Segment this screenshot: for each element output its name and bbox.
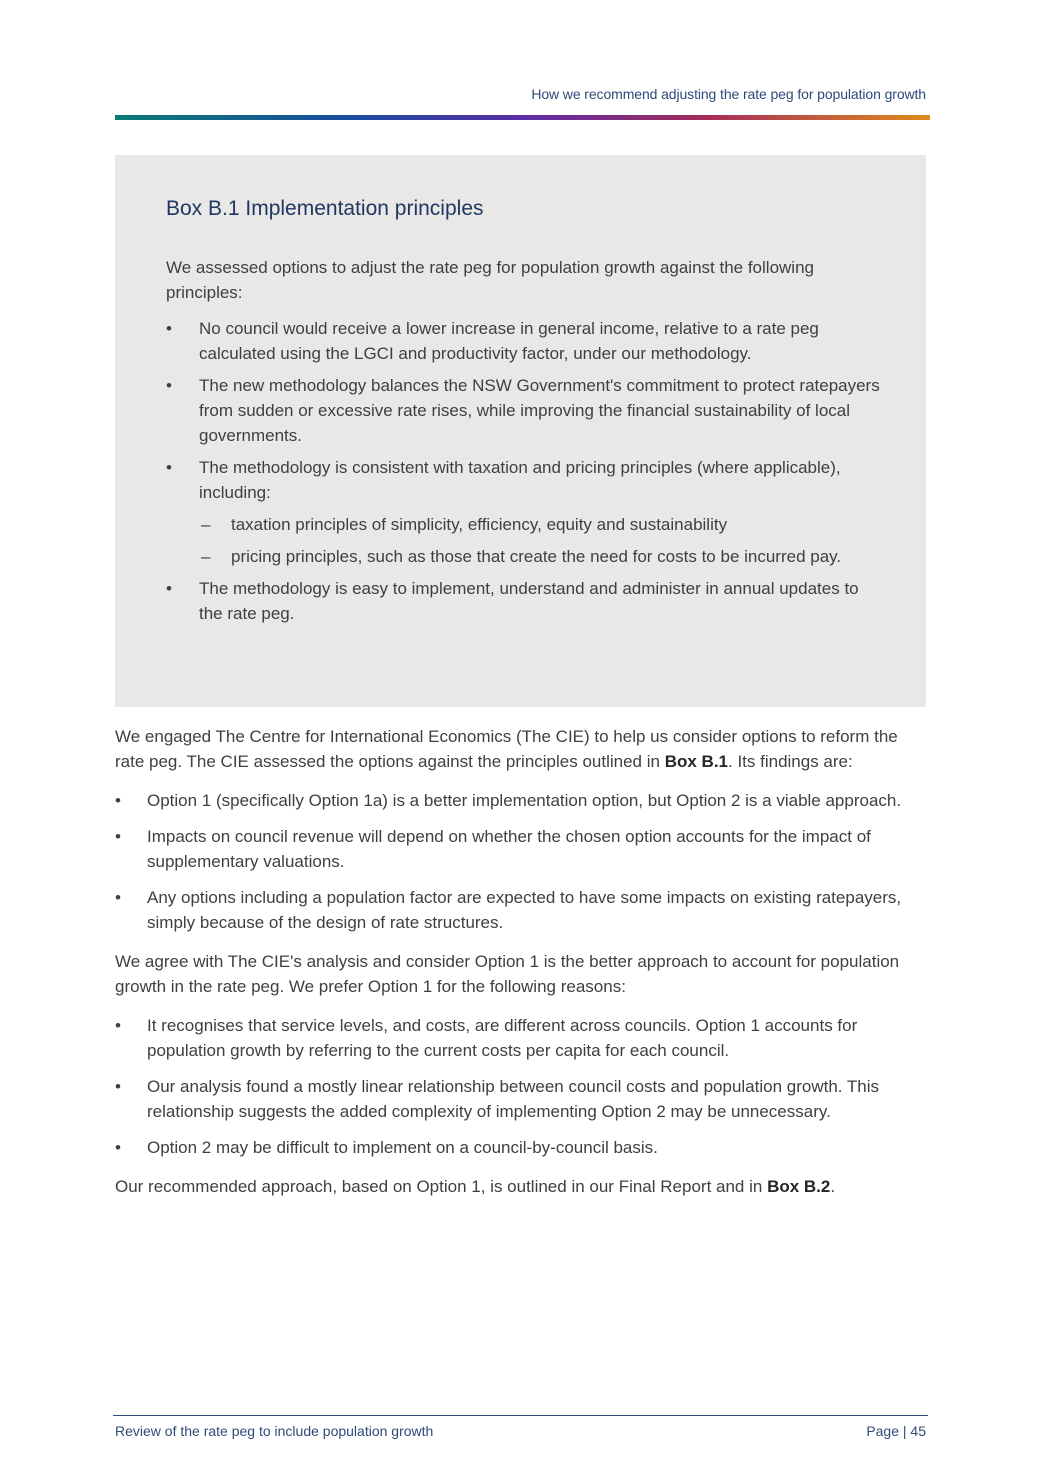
list-item <box>115 1135 930 1160</box>
list-item <box>115 1074 930 1124</box>
bullet-icon: • <box>166 319 172 338</box>
box-intro: We assessed options to adjust the rate peg for population growth against the following principles: <box>166 258 814 302</box>
bullet-icon: • <box>115 791 121 810</box>
paragraph-agree: We agree with The CIE's analysis and consider Option 1 is the better approach to account for population growth in the rate peg. We prefer Option 1 for the following reasons: <box>115 952 900 996</box>
bullet-icon: • <box>115 888 121 907</box>
paragraph-recommended <box>115 1174 930 1199</box>
sub-list-item-text: taxation principles of simplicity, efficiency, equity and sustainability <box>231 515 728 534</box>
dash-icon: – <box>201 515 211 534</box>
paragraph-text: . <box>830 1177 836 1196</box>
bullet-icon: • <box>115 1016 121 1035</box>
list-item <box>115 1013 930 1063</box>
header-divider <box>115 115 930 120</box>
list-item-text: Impacts on council revenue will depend on whether the chosen option accounts for the impact of supplementary valuations. <box>147 827 871 871</box>
list-item <box>166 373 881 448</box>
list-item <box>166 316 881 366</box>
list-item-text: The methodology is easy to implement, understand and administer in annual updates to the rate peg. <box>199 579 859 623</box>
dash-icon: – <box>201 547 211 566</box>
sub-list-item <box>199 544 881 569</box>
footer-divider <box>113 1415 928 1416</box>
box-reference: Box B.2 <box>767 1177 831 1196</box>
box-b1-panel <box>115 155 926 707</box>
paragraph-text: We engaged The Centre for International Economics (The CIE) to help us consider options to reform the rate peg. The CIE assessed the options against the principles outlined in <box>115 727 898 771</box>
bullet-icon: • <box>166 458 172 477</box>
bullet-icon: • <box>115 1077 121 1096</box>
box-reference: Box B.1 <box>664 752 728 771</box>
list-item <box>115 824 930 874</box>
sub-list-item-text: pricing principles, such as those that create the need for costs to be incurred pay. <box>231 547 842 566</box>
list-item <box>115 885 930 935</box>
list-item-text: No council would receive a lower increase in general income, relative to a rate peg calculated using the LGCI and productivity factor, under our methodology. <box>199 319 819 363</box>
list-item <box>115 788 930 813</box>
sub-list <box>199 512 881 569</box>
running-header: How we recommend adjusting the rate peg for population growth <box>531 86 926 102</box>
list-item-text: Option 2 may be difficult to implement on a council-by-council basis. <box>147 1138 658 1157</box>
bullet-icon: • <box>115 1138 121 1157</box>
list-item-text: Our analysis found a mostly linear relationship between council costs and population growth. This relationship suggests the added complexity of implementing Option 2 may be unnecessary. <box>147 1077 880 1121</box>
sub-list-item <box>199 512 881 537</box>
list-item-text: The methodology is consistent with taxation and pricing principles (where applicable), including: <box>199 458 841 502</box>
list-item <box>166 576 881 626</box>
paragraph-text: Our recommended approach, based on Option 1, is outlined in our Final Report and in <box>115 1177 768 1196</box>
list-item-text: It recognises that service levels, and costs, are different across councils. Option 1 accounts for population growth by referring to the current costs per capita for each council. <box>147 1016 858 1060</box>
list-item-text: The new methodology balances the NSW Government's commitment to protect ratepayers from sudden or excessive rate rises, while improving the financial sustainability of local governments. <box>199 376 880 445</box>
main-content <box>115 724 930 1213</box>
findings-list <box>115 788 930 935</box>
bullet-icon: • <box>166 376 172 395</box>
list-item-text: Any options including a population factor are expected to have some impacts on existing ratepayers, simply because of the design of rate structures. <box>147 888 902 932</box>
paragraph-text: . Its findings are: <box>728 752 853 771</box>
list-item-text: Option 1 (specifically Option 1a) is a better implementation option, but Option 2 is a viable approach. <box>147 791 902 810</box>
footer-title: Review of the rate peg to include population growth <box>115 1423 434 1439</box>
box-body <box>166 255 881 633</box>
paragraph-cie <box>115 724 930 774</box>
page-number: Page | 45 <box>866 1423 926 1439</box>
principles-list <box>166 316 881 626</box>
bullet-icon: • <box>166 579 172 598</box>
box-title: Box B.1 Implementation principles <box>166 197 484 220</box>
bullet-icon: • <box>115 827 121 846</box>
list-item <box>166 455 881 569</box>
reasons-list <box>115 1013 930 1160</box>
